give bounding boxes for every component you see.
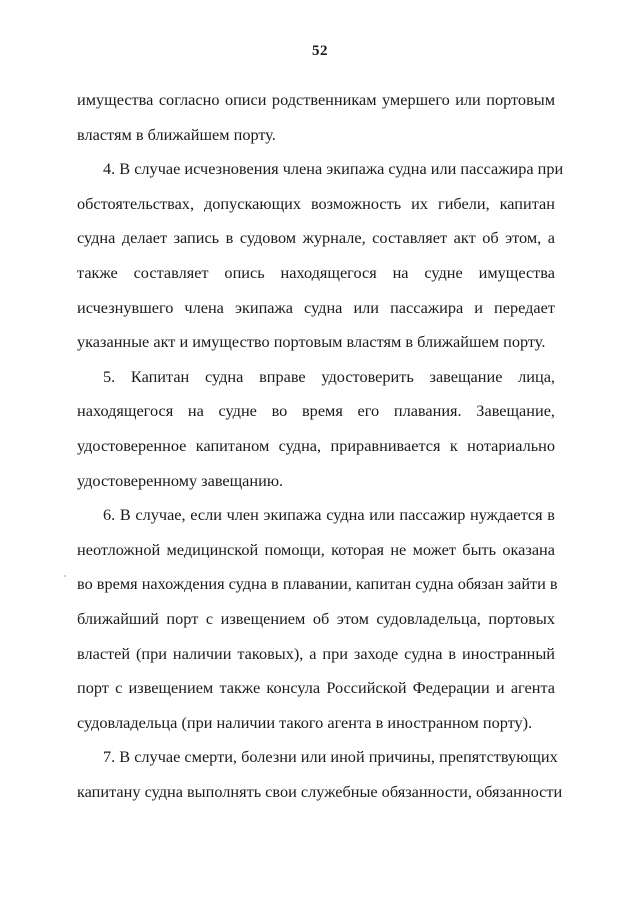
text-line: удостоверенное капитаном судна, приравнивается к нотариально (77, 435, 555, 455)
text-line: обстоятельствах, допускающих возможность их гибели, капитан (77, 193, 555, 213)
text-line: судовладельца (при наличии такого агента в иностранном порту). (77, 712, 533, 732)
text-line: 4. В случае исчезновения члена экипажа судна или пассажира при (103, 159, 564, 179)
text-line: удостоверенному завещанию. (77, 470, 284, 490)
text-line: властям в ближайшем порту. (77, 124, 276, 144)
text-line: указанные акт и имущество портовым властям в ближайшем порту. (77, 332, 546, 352)
text-line: неотложной медицинской помощи, которая не может быть оказана (77, 539, 555, 559)
text-line: находящегося на судне во время его плавания. Завещание, (77, 401, 555, 421)
text-line: судна делает запись в судовом журнале, составляет акт об этом, а (77, 228, 555, 248)
page-number: 52 (312, 43, 328, 59)
text-line: капитану судна выполнять свои служебные обязанности, обязанности (77, 781, 563, 801)
text-line: во время нахождения судна в плавании, капитан судна обязан зайти в (77, 574, 558, 594)
text-line: 7. В случае смерти, болезни или иной причины, препятствующих (103, 747, 558, 767)
text-line: порт с извещением также консула Российской Федерации и агента (77, 678, 555, 698)
scan-speck (64, 575, 66, 577)
text-line: исчезнувшего члена экипажа судна или пассажира и передает (77, 297, 555, 317)
text-line: 6. В случае, если член экипажа судна или пассажир нуждается в (103, 505, 555, 525)
text-line: ближайший порт с извещением об этом судовладельца, портовых (77, 608, 555, 628)
text-line: властей (при наличии таковых), а при заходе судна в иностранный (77, 643, 555, 663)
text-line: имущества согласно описи родственникам умершего или портовым (77, 90, 555, 109)
text-line: также составляет опись находящегося на судне имущества (77, 262, 555, 282)
text-line: 5. Капитан судна вправе удостоверить завещание лица, (103, 366, 555, 386)
body-text (77, 83, 564, 809)
